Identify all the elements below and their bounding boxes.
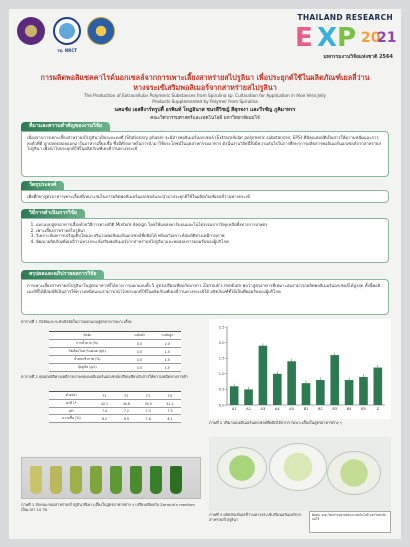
table2-header: F1 xyxy=(94,392,116,400)
table1-header: ปัจจัย xyxy=(49,332,125,340)
contact-box xyxy=(309,511,391,533)
table-row xyxy=(49,415,181,423)
table-cell: ปุ๋ยยูเรีย (g/L) xyxy=(49,364,125,372)
expo-letter-e: E xyxy=(295,23,313,53)
table1-header: ระดับต่ำ xyxy=(125,332,153,340)
culture-photo xyxy=(21,457,201,499)
figure3-caption: ภาพที่ 3 ผลิตภัณฑ์เยลลี่ว่านหางจระเข้เสริมพอลิเมอร์จากสาหร่ายสไปรูลินา xyxy=(209,512,302,522)
bar xyxy=(330,355,339,405)
faculty-seal-icon xyxy=(87,17,115,45)
x-tick-label: A2 xyxy=(246,407,251,411)
table-cell: pH xyxy=(49,408,94,415)
table-cell: 1.5 xyxy=(154,356,181,364)
table-cell: น้ำหมักชีวภาพ (%) xyxy=(49,356,125,364)
x-tick-label: A1 xyxy=(231,407,237,411)
table-row xyxy=(49,356,181,364)
table-cell: โซเดียมไบคาร์บอเนต (g/L) xyxy=(49,348,125,356)
y-tick-label: 0.0 xyxy=(218,403,225,408)
table1-caption: ตารางที่ 1 ปัจจัยและระดับปัจจัยในการออกแบบสูตรอาหารเพาะเลี้ยง xyxy=(21,319,132,324)
table2 xyxy=(49,391,181,423)
expo-year-1: 20 xyxy=(361,30,381,46)
x-tick-label: B5 xyxy=(361,407,366,411)
english-title: The Production of Extracellular Polymeric Substances from Spirulina sp. Cultivation for Application in Aloe Vera Jelly Products Supplemented by Polymer from Spirulina xyxy=(83,93,327,104)
nrct-logo-icon xyxy=(53,17,81,45)
table-cell: 40.8 xyxy=(115,400,137,408)
table-row xyxy=(49,400,181,408)
method-heading: วิธีการดำเนินการวิจัย xyxy=(21,209,85,218)
culture-tube xyxy=(130,466,142,494)
x-tick-label: A4 xyxy=(274,407,280,411)
background-heading: ที่มาและความสำคัญของงานวิจัย xyxy=(21,122,110,131)
table-cell: ความชื้น (%) xyxy=(49,415,94,423)
table-cell: 0.5 xyxy=(125,356,153,364)
objective-heading: วัตถุประสงค์ xyxy=(21,181,64,190)
table-cell: 0.5 xyxy=(125,340,153,348)
method-step-3: 3. วิเคราะห์ผลการเจริญเติบโตและปริมาณพอลิเมอร์นอกเซลล์ที่ผลิตได้ พร้อมวิเคราะห์สมบัติทางเคมีกายภาพ xyxy=(36,233,383,239)
bar xyxy=(244,389,253,405)
objective-box xyxy=(21,190,389,203)
nrct-label: วช. NRCT xyxy=(57,48,77,53)
figure1-caption: ภาพที่ 1 ลักษณะของสาหร่ายสไปรูลินาที่เพาะเลี้ยงในสูตรอาหารต่าง ๆ เปรียบเทียบกับ Zarrouk's medium เป็นเวลา 10 วัน xyxy=(21,502,195,512)
method-steps xyxy=(27,222,383,244)
jelly-cup xyxy=(217,447,267,489)
y-tick-label: 1.0 xyxy=(218,372,225,377)
objective-text: เพื่อศึกษาสูตรอาหารเพาะเลี้ยงที่เหมาะสมในการผลิตพอลิเมอร์นอกเซลล์และนำมาประยุกต์ใช้ในผลิตภัณฑ์เยลลี่ว่านหางจระเข้ xyxy=(27,194,250,199)
results-heading: สรุปผลและอภิปรายผลการวิจัย xyxy=(21,270,104,279)
table-row xyxy=(49,340,181,348)
y-tick-label: 1.5 xyxy=(218,356,225,361)
table2-header: ตัวอย่าง xyxy=(49,392,94,400)
method-step-1: 1. ออกแบบสูตรอาหารเลี้ยงด้วยวิธีการทางสถิติ Mixture design โดยใช้แหล่งคาร์บอนและไนโตรเจนจากวัสดุเหลือทิ้งทางการเกษตร xyxy=(36,222,383,228)
polymer-bar-chart xyxy=(209,319,391,419)
expo-letter-x: X xyxy=(317,23,338,53)
bar xyxy=(359,377,368,405)
background-box xyxy=(21,131,389,177)
table1-header: ระดับสูง xyxy=(154,332,181,340)
poster xyxy=(9,9,401,539)
bar xyxy=(273,374,282,405)
table-cell: 7.6 xyxy=(137,415,159,423)
thai-title: การผลิตพอลิแซคคาไรด์นอกเซลล์จากการเพาะเลี้ยงสาหร่ายสไปรูลินา เพื่อประยุกต์ใช้ในผลิตภัณฑ์เยลลี่ว่านหางจระเข้เสริมพอลิเมอร์จากสาหร่ายสไปรูลินา xyxy=(40,73,370,92)
bar xyxy=(345,380,354,405)
table-cell: 2.0 xyxy=(154,340,181,348)
method-box xyxy=(21,218,389,263)
table2-caption: ตารางที่ 2 คุณสมบัติทางเคมีกายภาพของพอลิเมอร์นอกเซลล์เปรียบเทียบกับสารให้ความหนืดทางการค้า xyxy=(21,374,188,379)
table-cell: 41.2 xyxy=(159,400,181,408)
x-tick-label: A5 xyxy=(289,407,295,411)
expo-letter-p: P xyxy=(337,23,357,53)
x-tick-label: A3 xyxy=(260,407,266,411)
product-photo xyxy=(209,437,391,511)
table-row xyxy=(49,364,181,372)
university-seal-icon xyxy=(17,17,45,45)
y-tick-label: 2.5 xyxy=(218,325,225,330)
x-tick-label: B2 xyxy=(317,407,323,411)
bar xyxy=(259,346,268,405)
culture-tube xyxy=(50,466,62,494)
table-cell: 8.9 xyxy=(115,415,137,423)
table2-header: F2 xyxy=(115,392,137,400)
culture-tube xyxy=(170,466,182,494)
expo-logo xyxy=(283,13,397,67)
expo-year-2: 21 xyxy=(377,30,397,46)
table-cell: ค่าสี L* xyxy=(49,400,94,408)
table-cell: 7.4 xyxy=(94,408,116,415)
table-cell: 1.5 xyxy=(154,364,181,372)
bar xyxy=(287,361,296,405)
header xyxy=(9,9,401,71)
figure2-caption: ภาพที่ 2 ปริมาณพอลิเมอร์นอกเซลล์ที่ผลิตได้จากการเพาะเลี้ยงในสูตรอาหารต่าง ๆ xyxy=(209,420,342,425)
table-cell: 1.5 xyxy=(154,348,181,356)
culture-tube xyxy=(70,466,82,494)
table-cell: 7.2 xyxy=(115,408,137,415)
table-cell: 7.3 xyxy=(137,408,159,415)
bar xyxy=(302,383,311,405)
results-box xyxy=(21,279,389,315)
method-step-4: 4. พัฒนาผลิตภัณฑ์เยลลี่ว่านหางจระเข้เสริมพอลิเมอร์จากสาหร่ายสไปรูลินาและทดสอบการยอมรับของผู้บริโภค xyxy=(36,239,383,245)
y-tick-label: 0.5 xyxy=(218,387,225,392)
table-cell: 39.5 xyxy=(137,400,159,408)
contact-text: ติดต่อ: คณะวิศวกรรมศาสตร์และเทคโนโลยี มหาวิทยาลัยแม่โจ้ xyxy=(312,513,386,521)
jelly-cup xyxy=(327,451,381,495)
culture-tube xyxy=(90,466,102,494)
table2-header: F4 xyxy=(159,392,181,400)
table2-header: F3 xyxy=(137,392,159,400)
culture-tube xyxy=(30,466,42,494)
table-cell: 8.2 xyxy=(94,415,116,423)
method-step-2: 2. เพาะเลี้ยงสาหร่ายสไปรูลินา xyxy=(36,228,383,234)
table-cell: กากน้ำตาล (%) xyxy=(49,340,125,348)
table-cell: 7.5 xyxy=(159,408,181,415)
background-text: เนื่องจากการเพาะเลี้ยงสาหร่ายสไปรูลินาเป็นระยะคงที่ (Stationary phase) จะมีสารพอลิเมอร์นอกเซลล์ (Extracellular polymeric substances; EPS) ที่มีคุณสมบัติเป็นสารให้ความหนืดและการคงตัวที่ดี ถูกปลดปล่อยออกมาในอาหารเลี้ยงเชื้อ ซึ่งมีศักยภาพในการนำมาใช้ประโยชน์ในอุตสาหกรรมอาหาร ดังนั้นงานวิจัยนี้จึงมีความสนใจในการศึกษาการผลิตสารพอลิเมอร์นอกเซลล์จากสาหร่ายสไปรูลินา เพื่อนำไปประยุกต์ใช้ในผลิตภัณฑ์เยลลี่ว่านหางจระเข้ xyxy=(27,135,381,152)
bar xyxy=(374,368,383,405)
culture-tube xyxy=(150,466,162,494)
bar xyxy=(316,380,325,405)
table-cell: 0.5 xyxy=(125,364,153,372)
bar xyxy=(230,386,239,405)
table-row xyxy=(49,408,181,415)
table-cell: 8.1 xyxy=(159,415,181,423)
x-tick-label: Z xyxy=(376,407,380,411)
jelly-cup xyxy=(269,443,327,491)
table1 xyxy=(49,331,181,372)
x-tick-label: B1 xyxy=(303,407,309,411)
expo-label: THAILAND RESEARCH xyxy=(297,13,393,22)
expo-caption: มหกรรมงานวิจัยแห่งชาติ 2564 xyxy=(323,54,393,60)
authors: นคมชัย เอสสีงาร์ทรูปตี้ อรพินท์ โทฎอินาส ชนรสีวิชญ์ สีสุกจงา และวีรชัญ ภูคิมาทรร xyxy=(114,107,296,114)
x-tick-label: B4 xyxy=(346,407,352,411)
culture-tube xyxy=(110,466,122,494)
results-text: การเพาะเลี้ยงสาหร่ายสไปรูลินาในสูตรอาหารที่ได้จากการออกแบบทั้ง 5 สูตรเปรียบเทียบกับอาหาร Zarrouk's medium พบว่าสูตรอาหารที่เหมาะสมสามารถผลิตพอลิเมอร์นอกเซลล์ได้สูงสุด ทั้งนี้พอลิเมอร์ที่ได้มีสมบัติเป็นสารให้ความหนืดและสามารถนำไปประยุกต์ใช้ในผลิตภัณฑ์เยลลี่ว่านหางจระเข้ได้ ผลิตภัณฑ์ที่ได้เป็นที่ยอมรับของผู้บริโภค xyxy=(27,283,381,294)
affiliation: คณะวิศวกรรมศาสตร์และเทคโนโลยี มหาวิทยาลัยแม่โจ้ xyxy=(150,116,260,122)
table-row xyxy=(49,348,181,356)
table-cell: 0.5 xyxy=(125,348,153,356)
x-tick-label: B3 xyxy=(332,407,338,411)
title-block xyxy=(9,73,401,122)
y-tick-label: 2.0 xyxy=(218,340,225,345)
table-cell: 42.1 xyxy=(94,400,116,408)
